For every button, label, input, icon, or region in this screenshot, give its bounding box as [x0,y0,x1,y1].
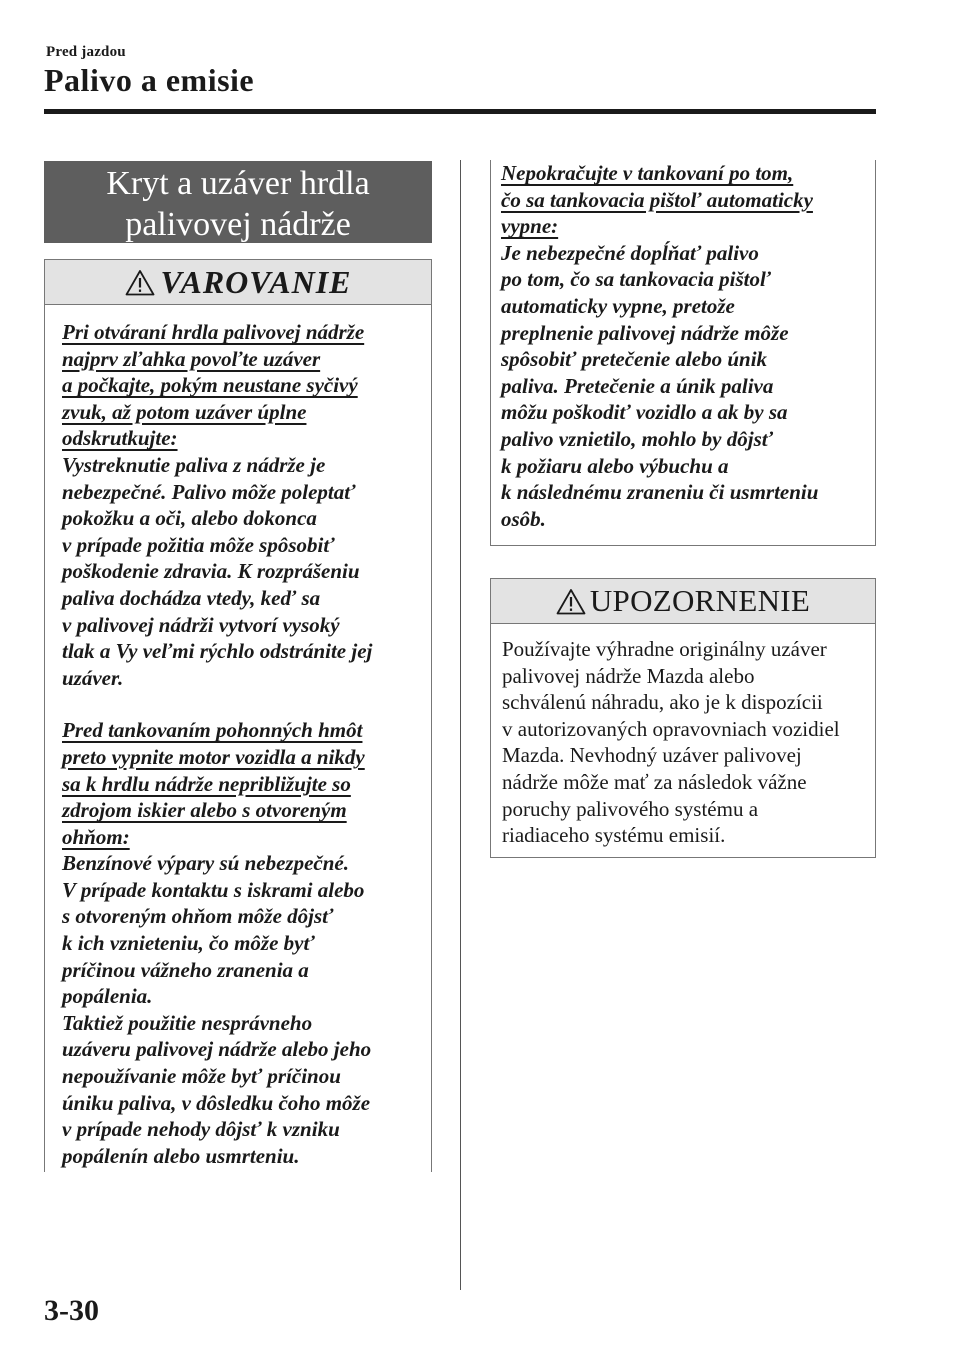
body-line: paliva. Pretečenie a únik paliva [501,373,774,398]
warning-box [44,259,432,1172]
body-line: popálenín alebo usmrteniu. [62,1143,300,1168]
heading-line: a počkajte, pokým neustane syčivý [62,373,358,398]
warning-item2-body [62,850,419,1169]
body-line: Je nebezpečné dopĺňať palivo [501,240,759,265]
warning-item2-heading [62,717,419,850]
warning-header [45,260,431,305]
body-line: nebezpečné. Palivo môže poleptať [62,479,356,504]
header-kicker: Pred jazdou [46,44,126,60]
body-line: uzáver. [62,665,124,690]
body-line: riadiaceho systému emisií. [502,823,726,848]
page-title: Palivo a emisie [44,62,255,98]
column-divider [460,160,461,1290]
body-line: s otvoreným ohňom môže dôjsť [62,904,334,929]
body-line: príčinou vážneho zranenia a [62,957,309,982]
body-line: nepoužívanie môže byť príčinou [62,1064,341,1089]
body-line: automaticky vypne, pretože [501,293,735,318]
body-line: schválenú náhradu, ako je k dispozícii [502,690,823,715]
warning-triangle-icon [125,269,155,296]
heading-line: najprv zľahka povoľte uzáver [62,346,321,371]
header-rule [44,109,876,114]
body-line: v prípade nehody dôjsť k vzniku [62,1117,340,1142]
section-title-line1: Kryt a uzáver hrdla [106,165,370,202]
page-number: 3-30 [44,1294,99,1327]
body-line: Benzínové výpary sú nebezpečné. [62,851,349,876]
body-line: Mazda. Nevhodný uzáver palivovej [502,743,802,768]
warning-item1-heading [62,319,419,452]
warning-box-continued [490,160,876,546]
body-line: palivovej nádrže Mazda alebo [502,663,755,688]
body-line: osôb. [501,506,546,531]
caution-label: UPOZORNENIE [589,583,811,618]
body-line: popálenia. [62,984,153,1009]
warning-body [45,305,431,1169]
heading-line: zdrojom iskier alebo s otvoreným [62,798,347,823]
heading-line: odskrutkujte: [62,426,178,451]
heading-line: Pri otváraní hrdla palivovej nádrže [62,320,365,344]
section-title-box [44,161,432,243]
body-line: Používajte výhradne originálny uzáver [502,637,827,661]
caution-body [491,624,875,849]
body-line: uzáveru palivovej nádrže alebo jeho [62,1037,372,1062]
body-line: spôsobiť pretečenie alebo únik [501,347,768,372]
body-line: po tom, čo sa tankovacia pištoľ [501,267,771,292]
warning-triangle-icon [556,588,586,615]
body-line: tlak a Vy veľmi rýchlo odstránite jej [62,639,373,664]
body-line: V prípade kontaktu s iskrami alebo [62,877,365,902]
body-line: k ich vznieteniu, čo môže byť [62,931,315,956]
body-line: v autorizovaných opravovniach vozidiel [502,716,840,741]
caution-box [490,578,876,858]
section-title-line2: palivovej nádrže [125,206,351,243]
body-line: nádrže môže mať za následok vážne [502,769,807,794]
warning-item1-body [62,452,419,691]
body-line: paliva dochádza vtedy, keď sa [62,585,321,610]
body-line: v palivovej nádrži vytvorí vysoký [62,612,340,637]
warning-item3-body [501,240,865,533]
body-line: Vystreknutie paliva z nádrže je [62,452,326,477]
body-line: v prípade požitia môže spôsobiť [62,532,335,557]
body-line: úniku paliva, v dôsledku čoho môže [62,1090,371,1115]
body-line: poškodenie zdravia. K rozprášeniu [62,559,360,584]
heading-line: ohňom: [62,824,130,849]
heading-line: sa k hrdlu nádrže nepribližujte so [62,771,351,796]
warning-item3-heading [501,160,865,240]
warning-label: VAROVANIE [160,263,352,300]
body-line: k následnému zraneniu či usmrteniu [501,480,819,505]
body-line: poruchy palivového systému a [502,796,759,821]
body-line: Taktiež použitie nesprávneho [62,1010,313,1035]
heading-line: preto vypnite motor vozidla a nikdy [62,744,365,769]
heading-line: vypne: [501,214,559,239]
body-line: pokožku a oči, alebo dokonca [62,506,317,531]
body-line: palivo vznietilo, mohlo by dôjsť [501,426,773,451]
body-line: k požiaru alebo výbuchu a [501,453,729,478]
body-line: preplnenie palivovej nádrže môže [501,320,789,345]
caution-header [491,579,875,624]
heading-line: čo sa tankovacia pištoľ automaticky [501,187,813,212]
heading-line: Nepokračujte v tankovaní po tom, [501,161,794,185]
heading-line: Pred tankovaním pohonných hmôt [62,718,363,743]
heading-line: zvuk, až potom uzáver úplne [62,399,307,424]
body-line: môžu poškodiť vozidlo a ak by sa [501,400,788,425]
